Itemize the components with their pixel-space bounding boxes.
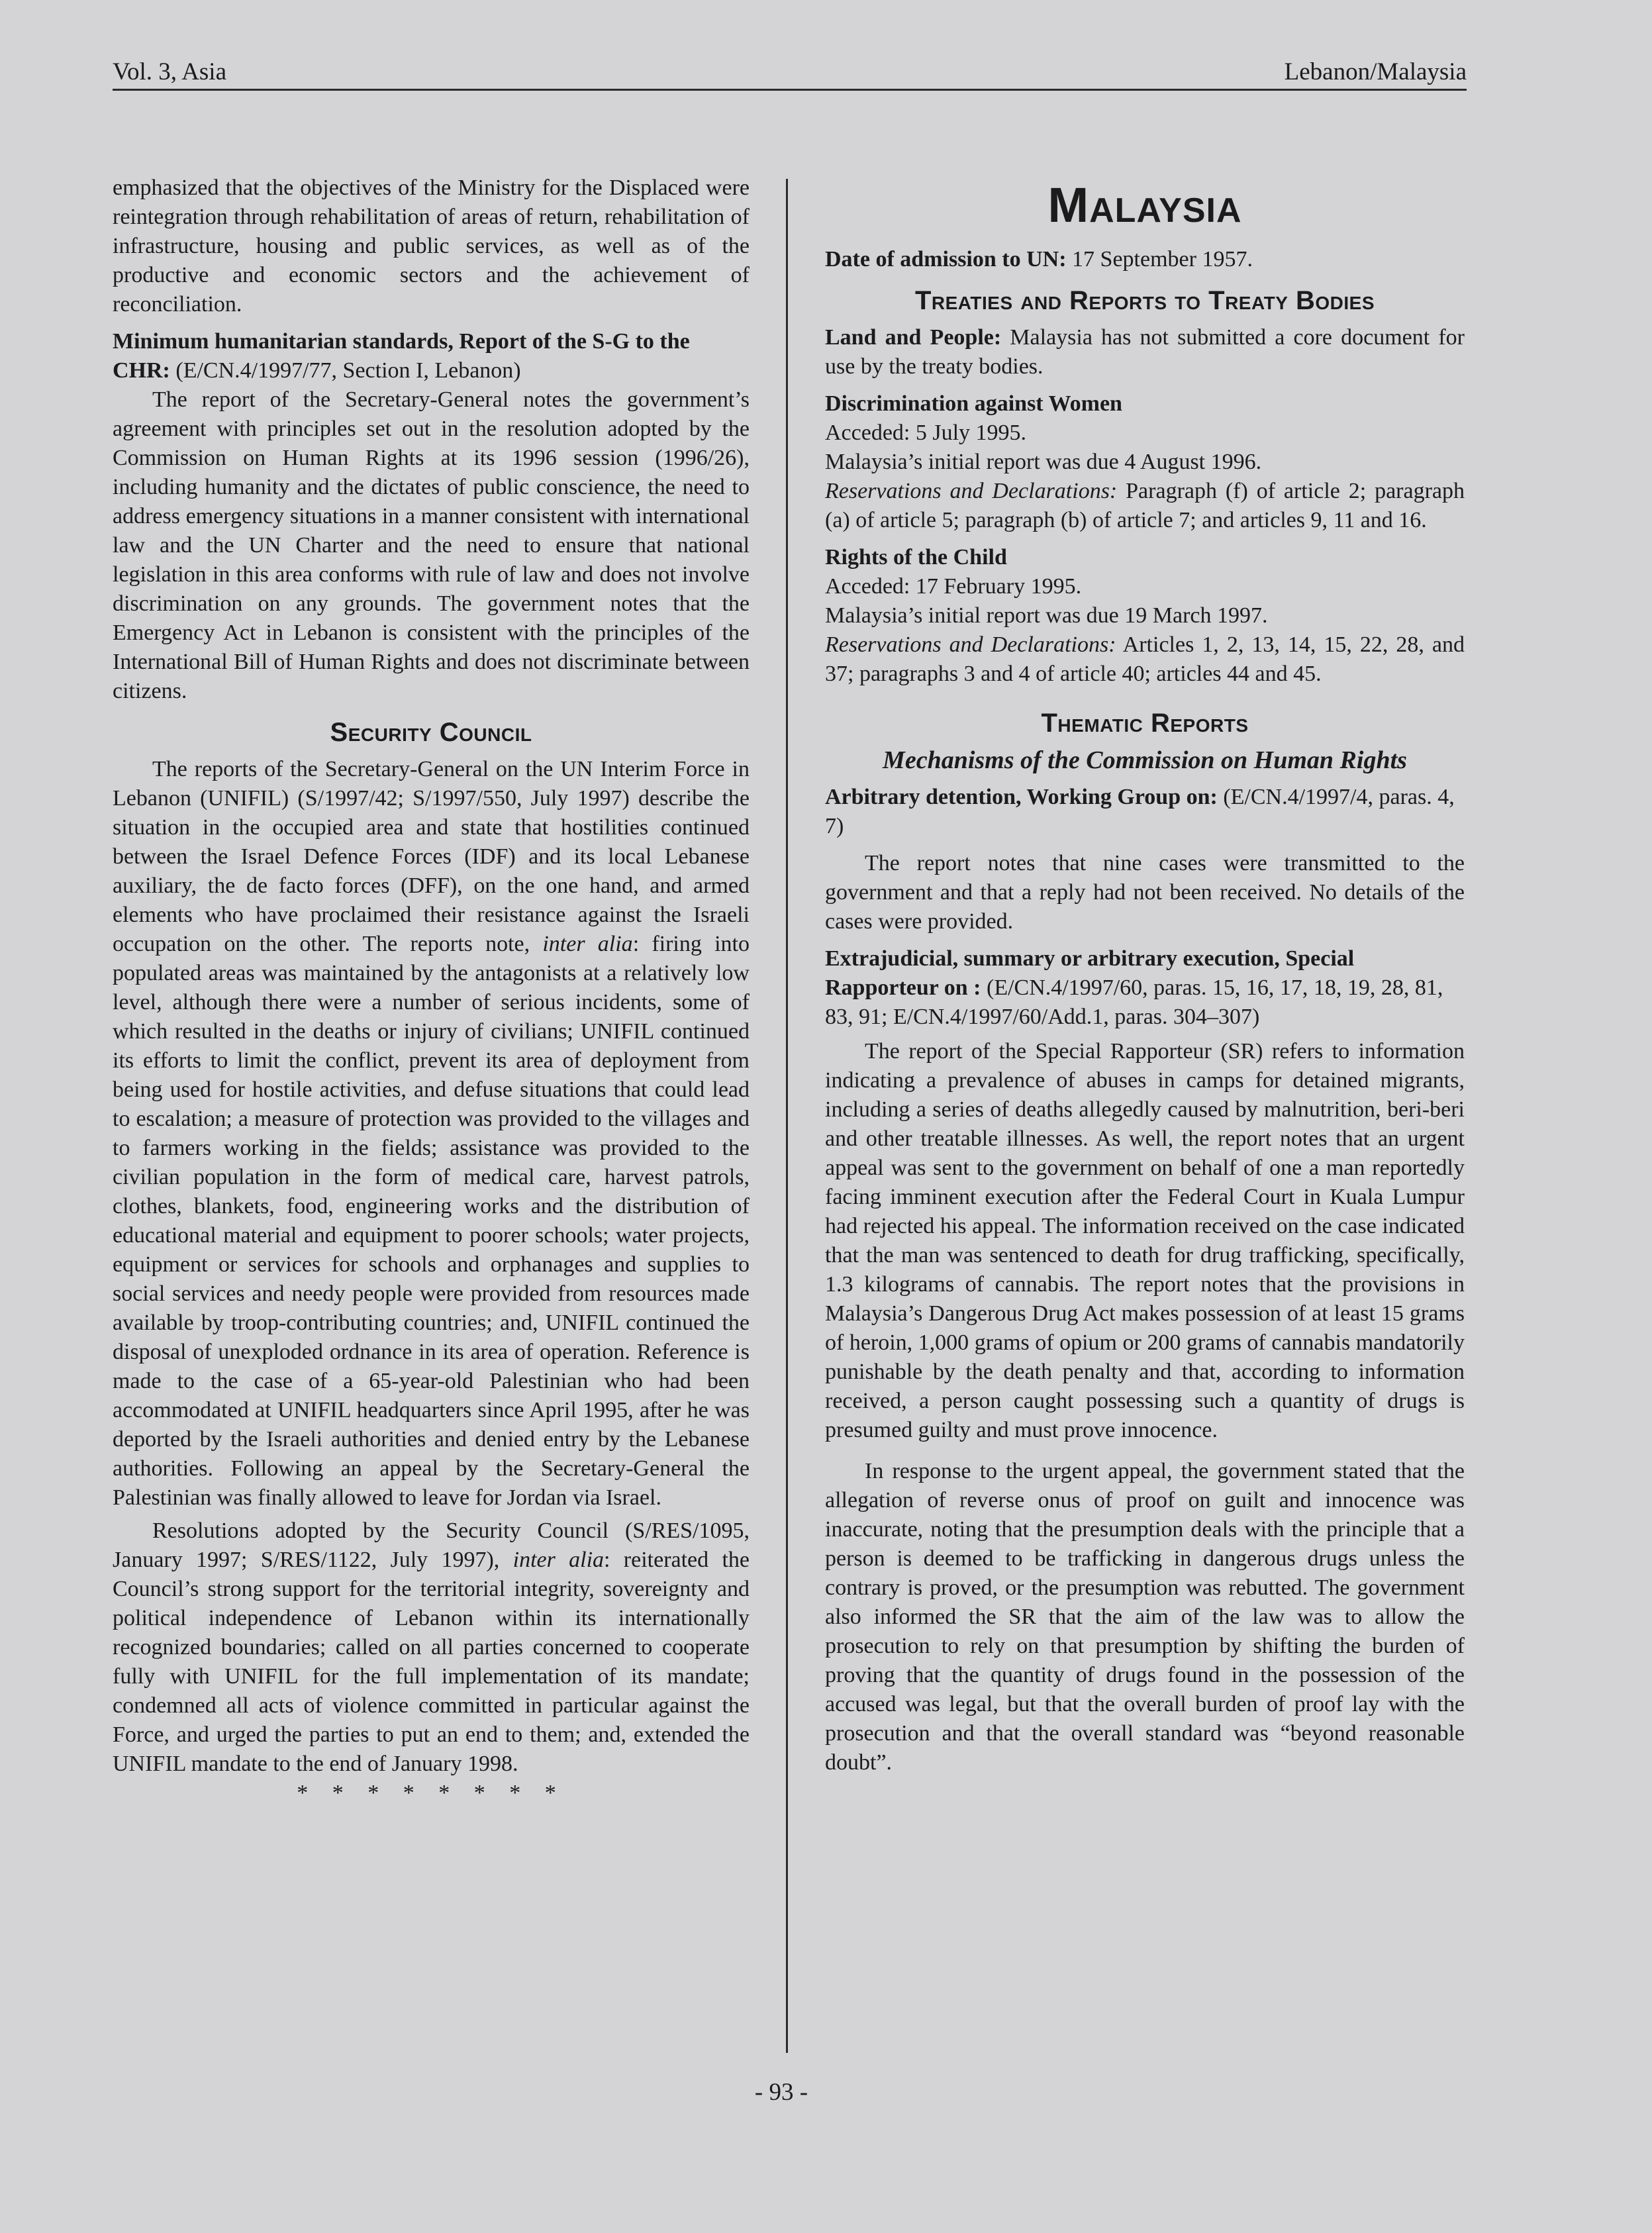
treaties-heading: Treaties and Reports to Treaty Bodies [914, 286, 1375, 315]
mhs-ref: (E/CN.4/1997/77, Section I, Lebanon) [170, 358, 521, 383]
rc-report: Malaysia’s initial report was due 19 March 1997. [825, 603, 1268, 628]
paragraph-sg-report: The report of the Secretary-General notes the government’s agreement with principles set out in the resolution adopted by the Commission on Human Rights at its 1996 session (1996/26), including humanity and the dictates of public conscience, the need to address emergency situations in a manner consistent with international law and the UN Charter and the need to ensure that national legislation in this area conforms with rule of law and does not involve discrimination on any grounds. The government notes that the Emergency Act in Lebanon is consistent with the principles of the International Bill of Human Rights and does not discriminate between citizens. [113, 387, 750, 703]
page-number: - 93 - [754, 2079, 808, 2106]
dw-report: Malaysia’s initial report was due 4 August 1996. [825, 450, 1262, 474]
thematic-heading: Thematic Reports [1041, 709, 1249, 738]
extrajudicial-text: The report of the Special Rapporteur (SR) refers to information indicating a prevalence of abuses in camps for detained migrants, including a series of deaths allegedly caused by malnutrition, beri-beri and other treatable illnesses. As well, the report notes that an urgent appeal was sent to the government on behalf of one a man reportedly facing imminent execution after the Federal Court in Kuala Lumpur had rejected his appeal. The information received on the case indicated that the man was sentenced to death for drug trafficking, specifically, 1.3 kilograms of cannabis. The report notes that the provisions in Malaysia’s Dangerous Drug Act makes possession of at least 15 grams of heroin, 1,000 grams of opium or 200 grams of cannabis mandatorily punishable by the death penalty and that, according to information received, a person caught possessing such a quantity of drugs is presumed guilty and must prove innocence. [825, 1039, 1465, 1442]
security-council-heading: Security Council [330, 718, 532, 747]
section-separator: * * * * * * * * [297, 1781, 565, 1805]
paragraph-unifil: The reports of the Secretary-General on the UN Interim Force in Lebanon (UNIFIL) (S/1997/42; S/1997/550, July 1997) describe the situation in the occupied area and state that hostilities continued between the Israel Defence Forces (IDF) and its local Lebanese auxiliary, the de facto forces (DFF), on the one hand, and armed elements who have proclaimed their resistance against the Israeli occupation on the other. The reports note, inter alia: firing into populated areas was maintained by the antagonists at a relatively low level, although there were a number of serious incidents, some of which resulted in the deaths or injury of civilians; UNIFIL continued its efforts to limit the conflict, prevent its area of deployment from being used for hostile activities, and defuse situations that could lead to escalation; a measure of protection was provided to the villages and to farmers working in the fields; assistance was provided to the civilian population in the form of medical care, harvest patrols, clothes, blankets, food, engineering works and the distribution of educational material and equipment to poorer schools; water projects, equipment or services for schools and orphanages and supplies to social services and needy people were provided from resources made available by troop-contributing countries; and, UNIFIL continued the disposal of unexploded ordnance in its area of operation. Reference is made to the case of a 65-year-old Palestinian who had been accommodated at UNIFIL headquarters since April 1995, after he was deported by the Israeli authorities and denied entry by the Lebanese authorities. Following an appeal by the Secretary-General the Palestinian was finally allowed to leave for Jordan via Israel. [113, 757, 750, 1510]
country-title: Malaysia [1047, 177, 1242, 232]
extrajudicial-entry: Extrajudicial, summary or arbitrary execution, Special Rapporteur on : (E/CN.4/1997/60, paras. 15, 16, 17, 18, 19, 28, 81, 83, 91; E/CN.4/1997/60/Add.1, paras. 304–307) [825, 946, 1443, 1029]
arbitrary-detention-text: The report notes that nine cases were transmitted to the government and that a reply had not been received. No details of the cases were provided. [825, 851, 1465, 934]
rc-reservations: Reservations and Declarations: Articles 1, 2, 13, 14, 15, 22, 28, and 37; paragraphs 3 and 4 of article 40; articles 44 and 45. [825, 632, 1465, 686]
land-people-entry: Land and People: Malaysia has not submitted a core document for use by the treaty bodies. [825, 325, 1465, 379]
arbitrary-detention-entry: Arbitrary detention, Working Group on: (E/CN.4/1997/4, paras. 4, 7) [825, 785, 1455, 838]
dw-acceded: Acceded: 5 July 1995. [825, 421, 1027, 445]
dw-reservations: Reservations and Declarations: Paragraph (f) of article 2; paragraph (a) of article 5; paragraph (b) of article 7; and articles 9, 11 and 16. [825, 479, 1465, 532]
inter-alia: inter alia [542, 932, 633, 956]
admission-line: Date of admission to UN: 17 September 1957. [825, 247, 1253, 272]
running-header [113, 56, 1467, 91]
government-response-text: In response to the urgent appeal, the government stated that the allegation of reverse onus of proof on guilt and innocence was inaccurate, noting that the presumption deals with the principle that a person is deemed to be trafficking in dangerous drugs unless the contrary is proved, or the presumption was rebutted. The government also informed the SR that the aim of the law was to allow the prosecution to rely on that presumption by shifting the burden of proving that the quantity of drugs found in the possession of the accused was legal, but that the overall burden of proof lay with the prosecution and that the overall standard was “beyond reasonable doubt”. [825, 1459, 1465, 1775]
header-volume: Vol. 3, Asia [113, 58, 227, 85]
header-countries: Lebanon/Malaysia [1284, 58, 1467, 85]
mhs-entry [113, 327, 750, 385]
dw-title: Discrimination against Women [825, 391, 1122, 416]
mechanisms-subheading: Mechanisms of the Commission on Human Rights [883, 746, 1407, 774]
left-column [113, 174, 750, 1808]
right-column [825, 174, 1465, 1777]
paragraph-reintegration: emphasized that the objectives of the Ministry for the Displaced were reintegration through rehabilitation of areas of return, rehabilitation of infrastructure, housing and public services, as well as of the productive and economic sectors and the achievement of reconciliation. [113, 175, 750, 317]
rc-acceded: Acceded: 17 February 1995. [825, 574, 1082, 599]
paragraph-resolutions: Resolutions adopted by the Security Council (S/RES/1095, January 1997; S/RES/1122, July 1997), inter alia: reiterated the Council’s strong support for the territorial integrity, sovereignty and political independence of Lebanon within its internationally recognized boundaries; called on all parties concerned to cooperate fully with UNIFIL for the full implementation of its mandate; condemned all acts of violence committed in particular against the Force, and urged the parties to put an end to them; and, extended the UNIFIL mandate to the end of January 1998. [113, 1518, 750, 1776]
inter-alia-2: inter alia [512, 1548, 605, 1572]
column-divider [786, 179, 788, 2053]
mhs-title: Minimum humanitarian standards, Report of the S-G to the CHR: [113, 329, 690, 383]
rc-title: Rights of the Child [825, 545, 1007, 570]
